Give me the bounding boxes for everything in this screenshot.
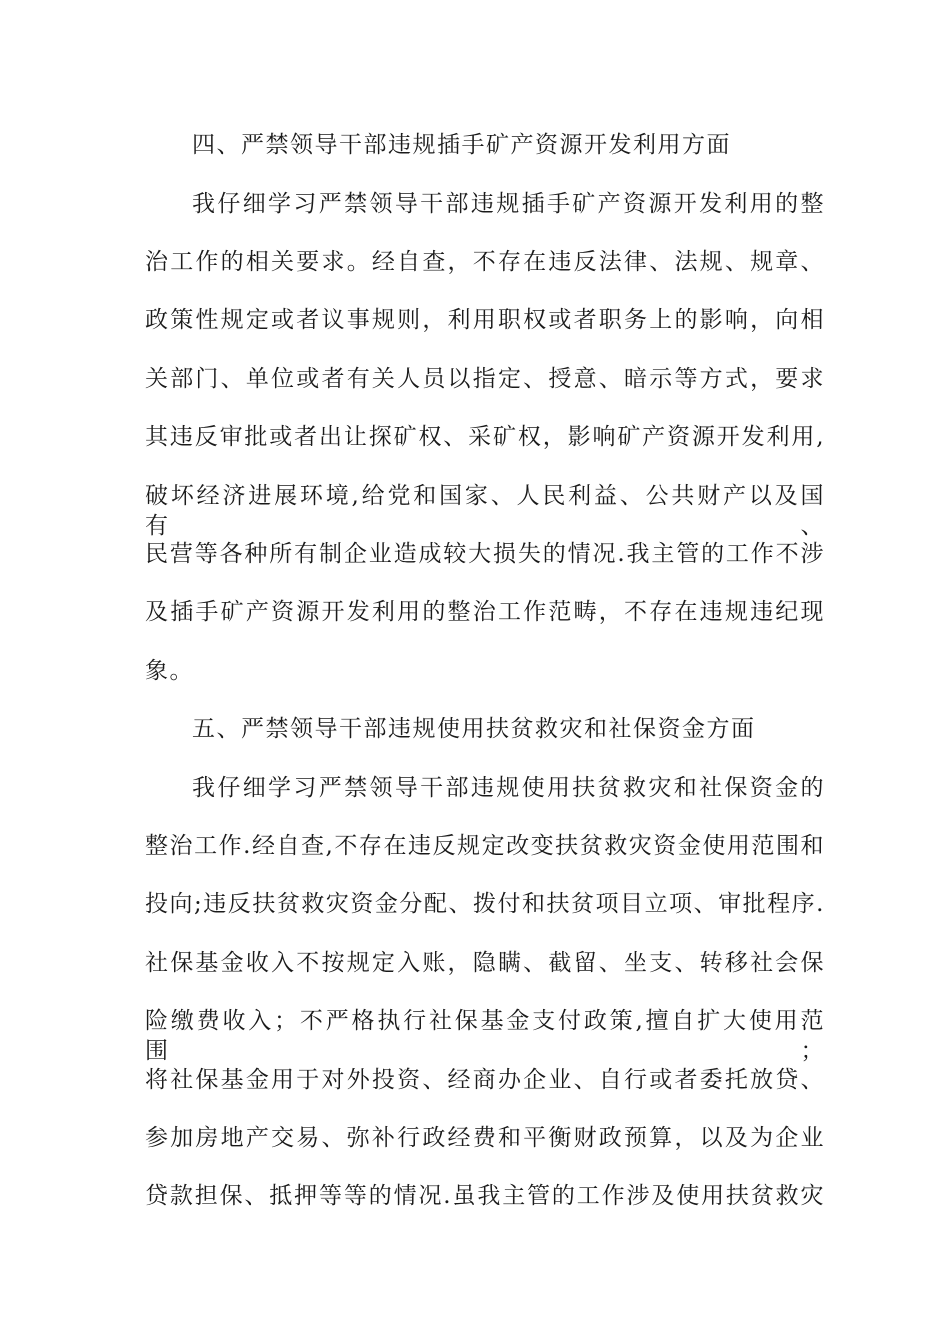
section-5-line-5: 险缴费收入；不严格执行社保基金支付政策,擅自扩大使用范围； [145, 1008, 825, 1064]
section-5-line-1: 我仔细学习严禁领导干部违规使用扶贫救灾和社保资金的 [192, 775, 825, 801]
section-4-line-2: 治工作的相关要求。经自查，不存在违反法律、法规、规章、 [145, 249, 825, 275]
section-4-line-9: 象。 [145, 658, 194, 684]
section-4-line-8: 及插手矿产资源开发利用的整治工作范畴，不存在违规违纪现 [145, 599, 825, 625]
section-5-line-7: 参加房地产交易、弥补行政经费和平衡财政预算，以及为企业 [145, 1125, 825, 1151]
section-4-line-6: 破坏经济进展环境,给党和国家、人民利益、公共财产以及国有、 [145, 483, 825, 539]
section-5-line-3: 投向;违反扶贫救灾资金分配、拨付和扶贫项目立项、审批程序. [145, 891, 825, 917]
section-4-line-5: 其违反审批或者出让探矿权、采矿权，影响矿产资源开发利用, [145, 424, 825, 450]
section-4-line-7: 民营等各种所有制企业造成较大损失的情况.我主管的工作不涉 [145, 541, 825, 567]
section-5-heading: 五、严禁领导干部违规使用扶贫救灾和社保资金方面 [192, 716, 756, 742]
section-5-line-4: 社保基金收入不按规定入账，隐瞒、截留、坐支、转移社会保 [145, 950, 825, 976]
section-5-line-2: 整治工作.经自查,不存在违反规定改变扶贫救灾资金使用范围和 [145, 833, 825, 859]
section-4-line-3: 政策性规定或者议事规则，利用职权或者职务上的影响，向相 [145, 307, 825, 333]
section-5-line-6: 将社保基金用于对外投资、经商办企业、自行或者委托放贷、 [145, 1067, 825, 1093]
section-4-line-1: 我仔细学习严禁领导干部违规插手矿产资源开发利用的整 [192, 191, 825, 217]
section-4-line-4: 关部门、单位或者有关人员以指定、授意、暗示等方式，要求 [145, 366, 825, 392]
section-5-line-8: 贷款担保、抵押等等的情况.虽我主管的工作涉及使用扶贫救灾 [145, 1183, 825, 1209]
section-4-heading: 四、严禁领导干部违规插手矿产资源开发利用方面 [192, 132, 731, 158]
